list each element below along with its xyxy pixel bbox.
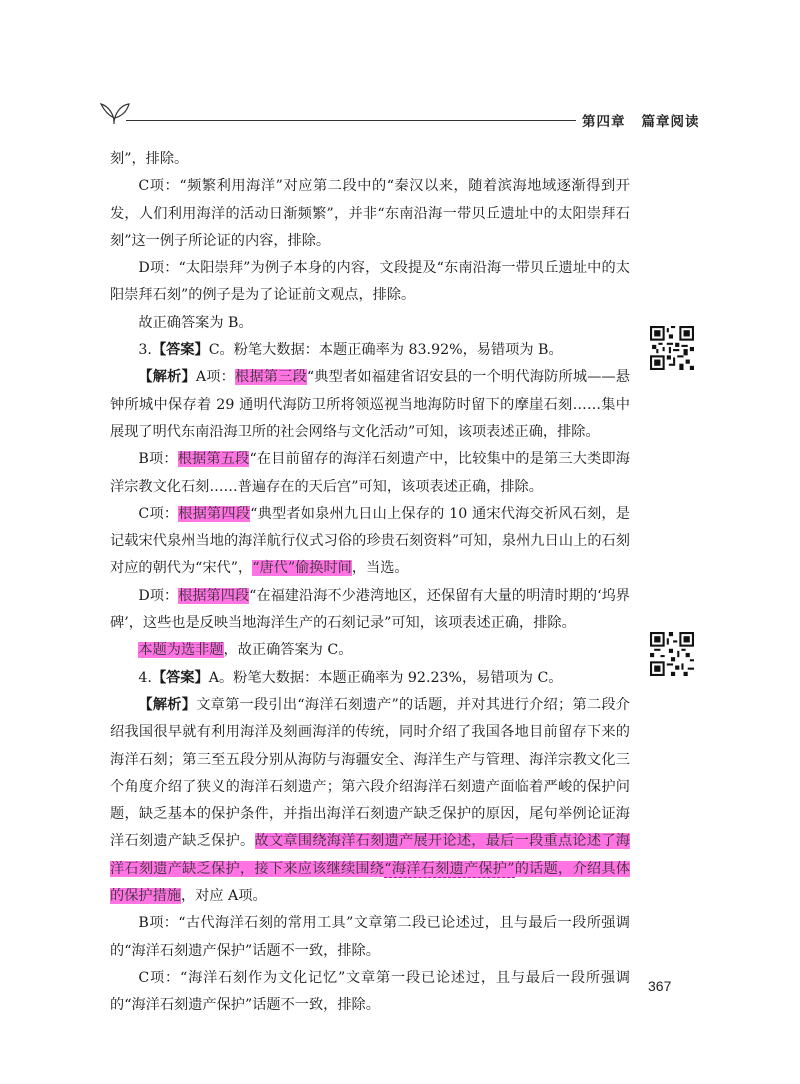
answer-label: 【答案】 <box>151 342 209 359</box>
analysis-text: ，对应 A项。 <box>180 888 267 905</box>
qr-code-icon[interactable] <box>650 326 694 370</box>
highlight: “唐代”偷换时间 <box>252 560 352 577</box>
chapter-number: 第四章 <box>582 114 626 130</box>
page-number: 367 <box>648 978 672 994</box>
option-label: B项： <box>138 451 178 468</box>
page-content <box>110 146 630 1020</box>
analysis-text: 文章第一段引出“海洋石刻遗产”的话题，并对其进行介绍；第二段介绍我国很早就有利用海洋及刻画海洋的传统，同时介绍了我国各地目前留存下来的海洋石刻；第三至五段分别从海防与海疆安全、海洋生产与管理、海洋宗教文化三个角度介绍了狭义的海洋石刻遗产；第六段介绍海洋石刻遗产面临着严峻的保护问题，缺乏基本的保护条件，并指出海洋石刻遗产缺乏保护的原因，尾句举例论证海洋石刻遗产缺乏保护。 <box>110 696 630 850</box>
chapter-title: 篇章阅读 <box>641 114 700 130</box>
analysis-label: 【解析】 <box>138 369 196 386</box>
analysis-label: 【解析】 <box>138 696 197 713</box>
question-number: 4. <box>138 669 152 686</box>
paragraph: C项：“频繁利用海洋”对应第二段中的“秦汉以来，随着滨海地域逐渐得到开发，人们利用海洋的活动日渐频繁”，并非“东南沿海一带贝丘遗址中的太阳崇拜石刻”这一例子所论证的内容，排除。 <box>110 178 630 249</box>
chapter-header <box>582 110 700 130</box>
paragraph: 故正确答案为 B。 <box>138 314 253 331</box>
highlight: 根据第五段 <box>177 451 250 468</box>
q3-answer <box>110 337 630 364</box>
q4-answer <box>110 665 630 692</box>
answer-text: A。粉笔大数据：本题正确率为 92.23%，易错项为 C。 <box>208 669 563 686</box>
q3-option-a <box>110 364 630 446</box>
highlight: 根据第四段 <box>178 505 251 522</box>
option-text: “典型者如福建省诏安县的一个明代海防所城——悬钟所城中保存着 29 通明代海防卫所将领巡视当地海防时留下的摩崖石刻……集中展现了明代东南沿海卫所的社会网络与文化活动”可知，该项表述正确，排除。 <box>110 369 630 440</box>
highlight: 本题为选非题 <box>138 642 224 659</box>
highlight: 故文章围绕海洋石刻遗产展开论述，最后一段重点论述了海洋石刻遗产缺乏保护，接下来应该继续围绕 <box>110 833 630 877</box>
option-text: “在目前留存的海洋石刻遗产中，比较集中的是第三大类即海洋宗教文化石刻……普遍存在的天后宫”可知，该项表述正确，排除。 <box>110 451 630 495</box>
q4-option-b: B项：“古代海洋石刻的常用工具”文章第二段已论述过，且与最后一段所强调的“海洋石刻遗产保护”话题不一致，排除。 <box>110 915 630 959</box>
qr-code-icon[interactable] <box>650 632 694 676</box>
option-label: C项： <box>138 505 179 522</box>
q4-analysis <box>110 692 630 910</box>
header-rule <box>126 120 576 121</box>
question-number: 3. <box>138 342 152 359</box>
highlight: 的话题，介绍具体的保护措施 <box>110 860 630 905</box>
q3-option-d <box>110 583 630 638</box>
highlight-underlined: “海洋石刻遗产保护” <box>384 860 515 877</box>
highlight: 根据第三段 <box>235 369 307 386</box>
option-label: A项： <box>195 369 236 386</box>
answer-text: C。粉笔大数据：本题正确率为 83.92%，易错项为 B。 <box>208 342 563 359</box>
highlight: 根据第四段 <box>178 587 250 604</box>
option-label: D项： <box>138 587 179 604</box>
q3-option-b <box>110 446 630 501</box>
option-text: ，当选。 <box>351 560 409 577</box>
paragraph: D项：“太阳崇拜”为例子本身的内容，文段提及“东南沿海一带贝丘遗址中的太阳崇拜石刻”的例子是为了论证前文观点，排除。 <box>110 260 630 304</box>
paragraph: 刻”，排除。 <box>110 151 189 167</box>
q3-option-c <box>110 501 630 583</box>
q3-conclusion <box>110 637 630 664</box>
option-text: “在福建沿海不少港湾地区，还保留有大量的明清时期的‘坞界碑’，这些也是反映当地海洋生产的石刻记录”可知，该项表述正确，排除。 <box>110 587 630 632</box>
conclusion-text: ，故正确答案为 C。 <box>223 642 353 659</box>
option-text: “典型者如泉州九日山上保存的 10 通宋代海交祈风石刻，是记载宋代泉州当地的海洋航行仪式习俗的珍贵石刻资料”可知，泉州九日山上的石刻对应的朝代为“宋代”， <box>110 505 630 577</box>
answer-label: 【答案】 <box>151 669 209 686</box>
q4-option-c: C项：“海洋石刻作为文化记忆”文章第一段已论述过，且与最后一段所强调的“海洋石刻遗产保护”话题不一致，排除。 <box>110 969 630 1014</box>
